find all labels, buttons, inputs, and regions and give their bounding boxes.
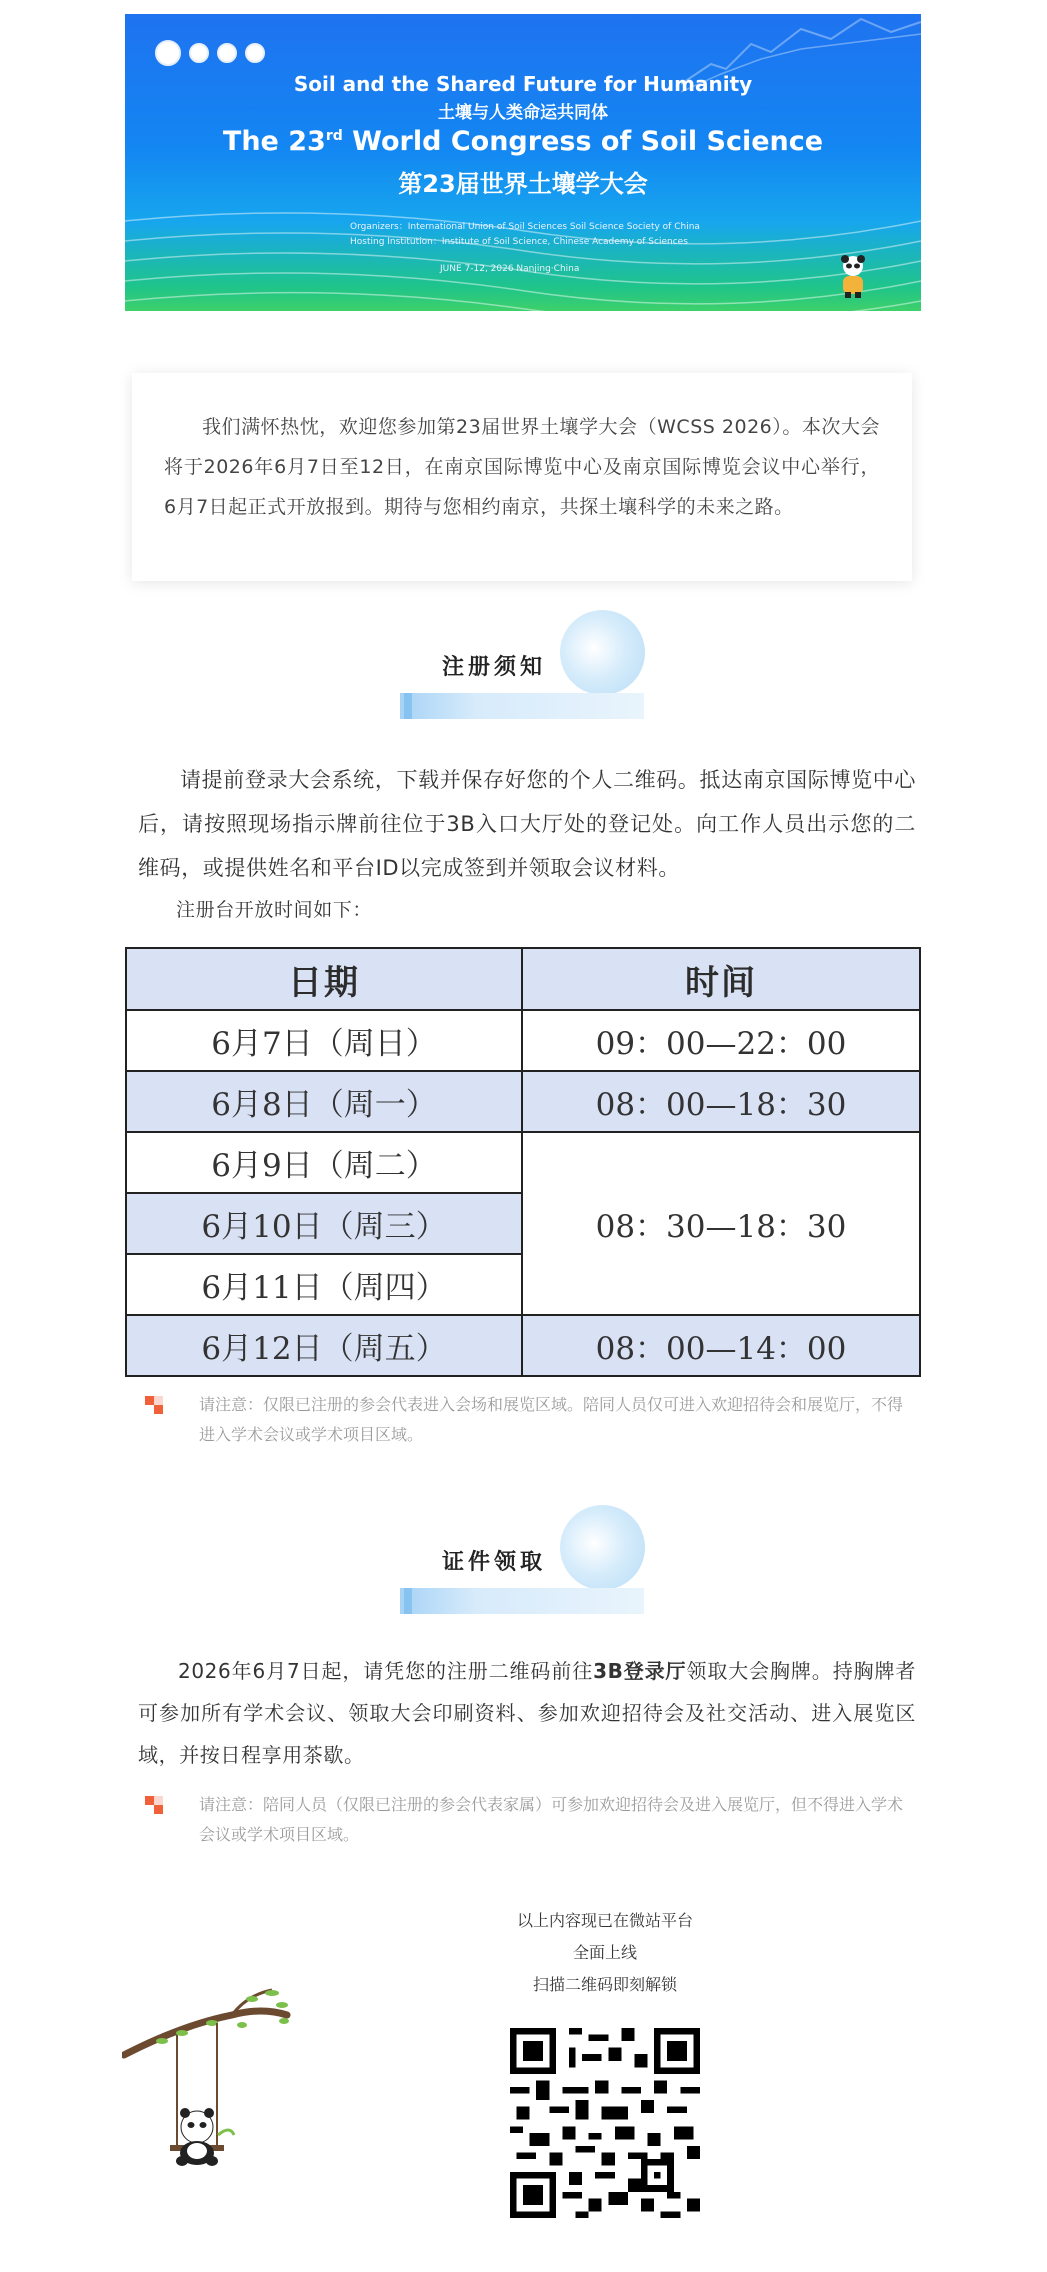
banner-date-place: JUNE 7-12, 2026 Nanjing·China (440, 264, 580, 274)
notice-2 (145, 1790, 915, 1850)
iuss-logo-icon (155, 40, 181, 66)
welcome-card (132, 373, 912, 581)
qr-code-icon[interactable] (510, 2028, 700, 2218)
banner-theme-en: Soil and the Shared Future for Humanity (293, 72, 753, 96)
column-header-date: 日期 (126, 948, 522, 1010)
section-heading-registration (400, 610, 650, 730)
heading-decor-bar (404, 693, 644, 719)
time-cell: 08：00—18：30 (522, 1071, 920, 1132)
banner-theme-cn: 土壤与人类命运共同体 (438, 103, 608, 123)
date-cell: 6月11日（周四） (126, 1254, 522, 1315)
issas-logo-icon (245, 43, 265, 63)
heading-decor-circle (560, 610, 645, 695)
registration-para-1: 请提前登录大会系统，下载并保存好您的个人二维码。抵达南京国际博览中心后，请按照现场指示牌前往位于3B入口大厅处的登记处。向工作人员出示您的二维码，或提供姓名和平台ID以完成签到并领取会议材料。 (138, 768, 916, 880)
organizer-logos (155, 40, 265, 66)
footer-promo: 以上内容现已在微站平台 全面上线 扫描二维码即刻解锁 (516, 1911, 693, 1994)
table-header-row (126, 948, 920, 1010)
badge-instructions: 2026年6月7日起，请凭您的注册二维码前往3B登录厅领取大会胸牌。持胸牌者可参加所有学术会议、领取大会印刷资料、参加欢迎招待会及社交活动、进入展览区域，并按日程享用茶歇。 (138, 1659, 916, 1767)
bullet-squares-icon (145, 1796, 165, 1816)
congress-banner (125, 14, 921, 311)
banner-title-en: The 23rd World Congress of Soil Science (222, 126, 824, 157)
heading-decor-circle (560, 1505, 645, 1590)
date-cell: 6月8日（周一） (126, 1071, 522, 1132)
badge-location: 3B登录厅 (593, 1659, 687, 1683)
time-cell: 08：00—14：00 (522, 1315, 920, 1376)
notice-text: 请注意：仅限已注册的参会代表进入会场和展览区域。陪同人员仅可进入欢迎招待会和展览厅，不得进入学术会议或学术项目区域。 (199, 1395, 904, 1444)
panda-mascot-icon (835, 254, 871, 300)
section-title: 注册须知 (442, 655, 547, 680)
notice-1 (145, 1390, 915, 1450)
time-cell: 09：00—22：00 (522, 1010, 920, 1071)
table-row (126, 1071, 920, 1132)
heading-decor-bar (404, 1588, 644, 1614)
registration-hours-intro: 注册台开放时间如下： (176, 899, 373, 921)
terrace-field-icon (125, 201, 921, 311)
sssc-logo-icon (189, 43, 209, 63)
time-cell: 08：30—18：30 (522, 1132, 920, 1315)
cas-logo-icon (217, 43, 237, 63)
banner-organizers: Organizers：International Union of Soil Sciences Soil Science Society of China (350, 222, 700, 232)
panda-swing-icon (122, 1985, 292, 2185)
registration-instructions (138, 758, 916, 890)
table-row (126, 1010, 920, 1071)
date-cell: 6月7日（周日） (126, 1010, 522, 1071)
banner-hosting: Hosting Institution：Institute of Soil Science, Chinese Academy of Sciences (350, 237, 688, 247)
date-cell: 6月9日（周二） (126, 1132, 522, 1193)
banner-title-cn: 第23届世界土壤学大会 (398, 170, 648, 198)
section-title: 证件领取 (442, 1550, 547, 1575)
table-row (126, 1132, 920, 1193)
column-header-time: 时间 (522, 948, 920, 1010)
bullet-squares-icon (145, 1396, 165, 1416)
registration-schedule-table (125, 947, 921, 1377)
date-cell: 6月10日（周三） (126, 1193, 522, 1254)
table-row (126, 1315, 920, 1376)
notice-text: 请注意：陪同人员（仅限已注册的参会代表家属）可参加欢迎招待会及进入展览厅，但不得进入学术会议或学术项目区域。 (199, 1795, 904, 1844)
date-cell: 6月12日（周五） (126, 1315, 522, 1376)
welcome-text: 我们满怀热忱，欢迎您参加第23届世界土壤学大会（WCSS 2026）。本次大会将于2026年6月7日至12日，在南京国际博览中心及南京国际博览会议中心举行，6月7日起正式开放报到。期待与您相约南京，共探土壤科学的未来之路。 (164, 416, 880, 518)
section-heading-badge (400, 1505, 650, 1625)
